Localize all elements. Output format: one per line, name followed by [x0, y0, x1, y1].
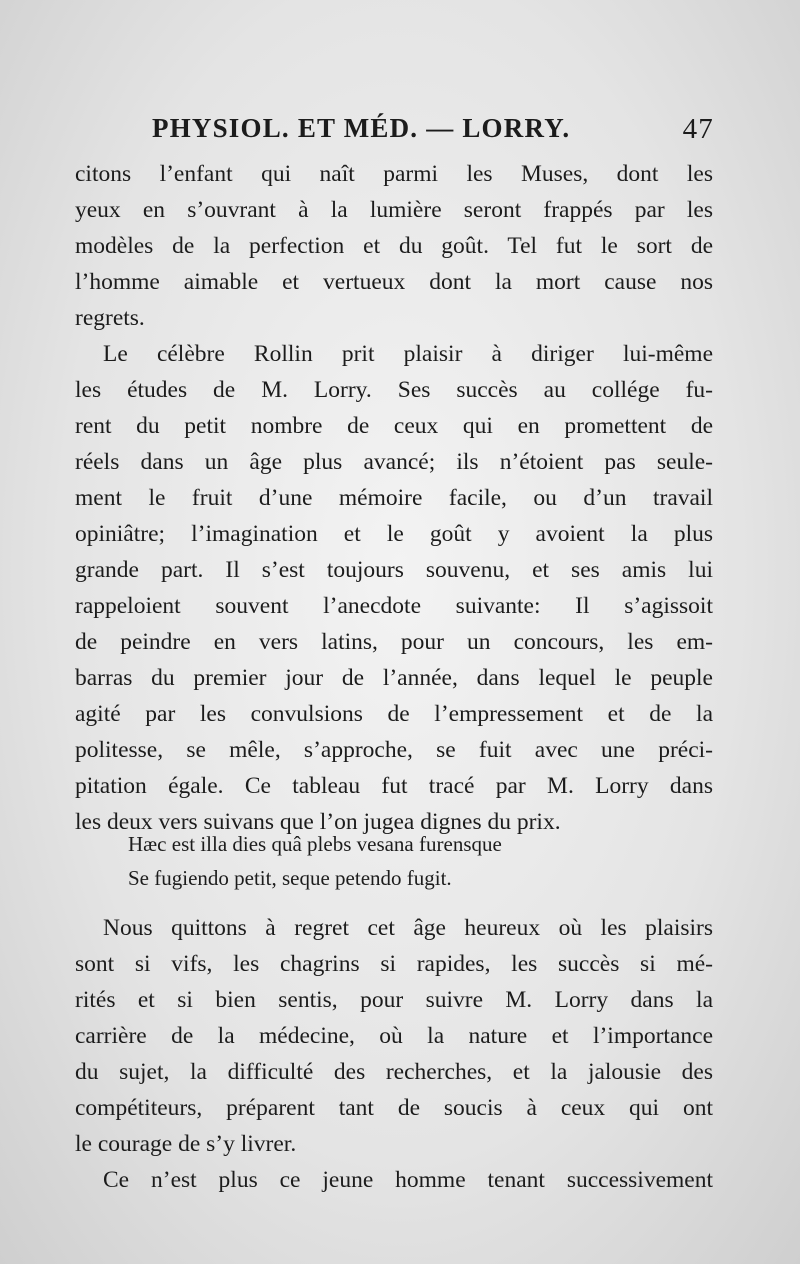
- text-line: grande part. Il s’est toujours souvenu, et ses amis lui: [75, 557, 713, 583]
- text-line: rent du petit nombre de ceux qui en promettent de: [75, 413, 713, 439]
- text-line: du sujet, la difficulté des recherches, et la jalousie des: [75, 1059, 713, 1085]
- text-line: Le célèbre Rollin prit plaisir à diriger lui-même: [103, 341, 713, 367]
- text-line: agité par les convulsions de l’empressement et de la: [75, 701, 713, 727]
- text-line: politesse, se mêle, s’approche, se fuit avec une préci-: [75, 737, 713, 763]
- text-line: citons l’enfant qui naît parmi les Muses, dont les: [75, 161, 713, 187]
- verse-line: Hæc est illa dies quâ plebs vesana furensque: [128, 832, 502, 856]
- running-title: PHYSIOL. ET MÉD. — LORRY.: [152, 113, 571, 143]
- text-line: les études de M. Lorry. Ses succès au collége fu-: [75, 377, 713, 403]
- text-line: réels dans un âge plus avancé; ils n’étoient pas seule-: [75, 449, 713, 475]
- text-line: Ce n’est plus ce jeune homme tenant successivement: [103, 1167, 713, 1193]
- text-line: barras du premier jour de l’année, dans lequel le peuple: [75, 665, 713, 691]
- text-line: modèles de la perfection et du goût. Tel fut le sort de: [75, 233, 713, 259]
- text-line: l’homme aimable et vertueux dont la mort cause nos: [75, 269, 713, 295]
- text-line: de peindre en vers latins, pour un concours, les em-: [75, 629, 713, 655]
- text-line: Nous quittons à regret cet âge heureux où les plaisirs: [103, 915, 713, 941]
- text-line: carrière de la médecine, où la nature et l’importance: [75, 1023, 713, 1049]
- text-line: regrets.: [75, 305, 145, 331]
- verse-line: Se fugiendo petit, seque petendo fugit.: [128, 866, 452, 890]
- text-line: sont si vifs, les chagrins si rapides, les succès si mé-: [75, 951, 713, 977]
- text-line: le courage de s’y livrer.: [75, 1131, 297, 1157]
- latin-verse: [128, 827, 668, 895]
- running-header: [152, 113, 714, 153]
- text-line: ment le fruit d’une mémoire facile, ou d’un travail: [75, 485, 713, 511]
- text-line: les deux vers suivans que l’on jugea dignes du prix.: [75, 809, 561, 835]
- page-number: 47: [682, 113, 714, 145]
- text-line: pitation égale. Ce tableau fut tracé par M. Lorry dans: [75, 773, 713, 799]
- text-line: compétiteurs, préparent tant de soucis à ceux qui ont: [75, 1095, 713, 1121]
- text-line: opiniâtre; l’imagination et le goût y avoient la plus: [75, 521, 713, 547]
- text-line: rités et si bien sentis, pour suivre M. Lorry dans la: [75, 987, 713, 1013]
- text-block-2: [75, 910, 713, 1198]
- text-block-1: [75, 156, 713, 840]
- text-line: yeux en s’ouvrant à la lumière seront frappés par les: [75, 197, 713, 223]
- text-line: rappeloient souvent l’anecdote suivante: Il s’agissoit: [75, 593, 713, 619]
